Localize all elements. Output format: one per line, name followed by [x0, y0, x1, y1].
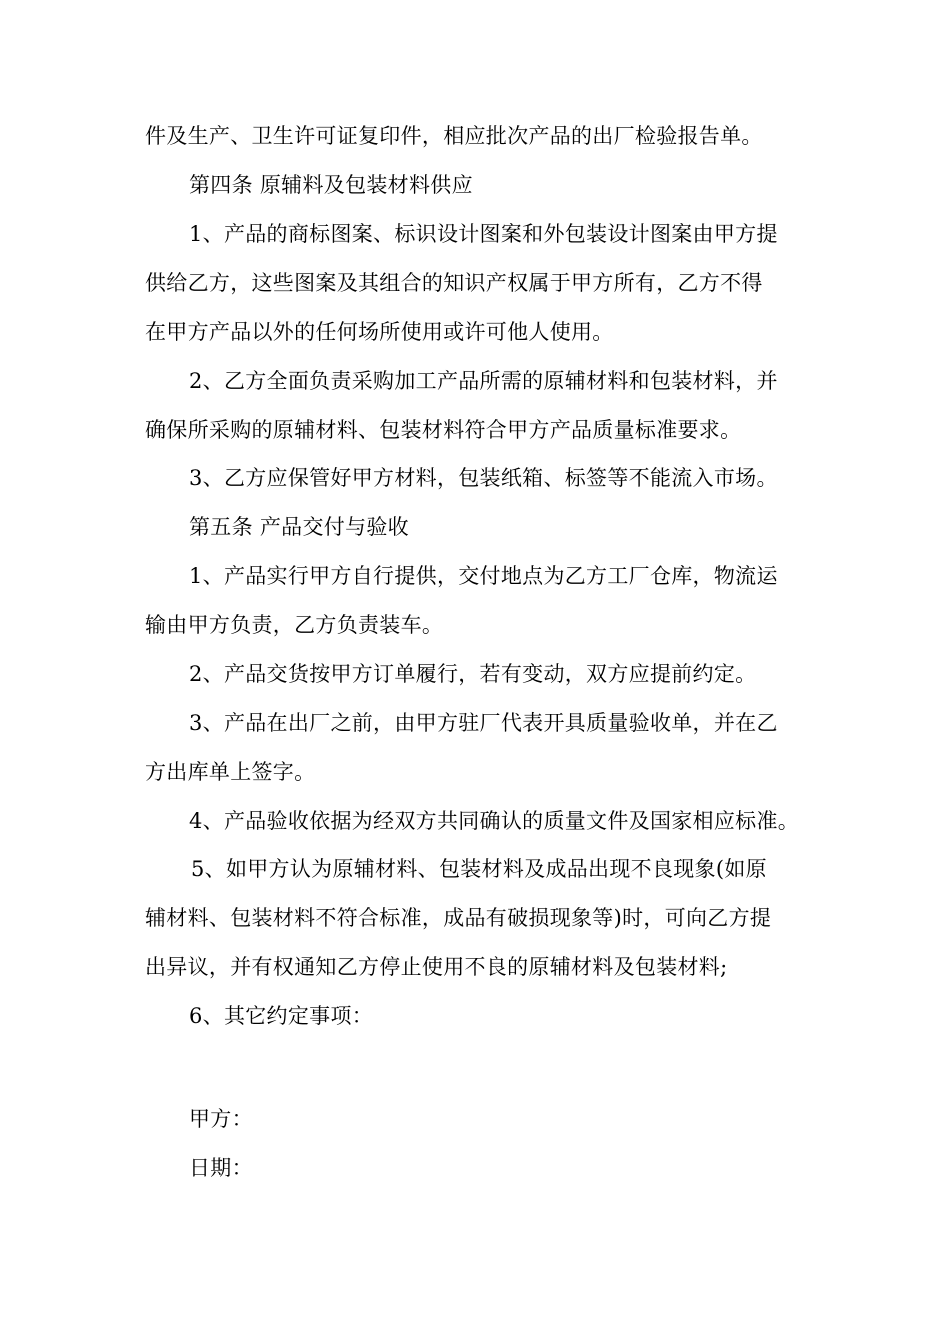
signature-date-label: 日期：: [189, 1156, 253, 1180]
text-line: 供给乙方，这些图案及其组合的知识产权属于甲方所有，乙方不得: [145, 271, 763, 295]
text-line: 输由甲方负责，乙方负责装车。: [145, 613, 444, 637]
signature-party-a-label: 甲方：: [189, 1107, 253, 1131]
section-heading-article-4: 第四条 原辅料及包装材料供应: [189, 173, 473, 197]
text-line: 5、如甲方认为原辅材料、包装材料及成品出现不良现象(如原: [191, 857, 767, 881]
text-line: 1、产品的商标图案、标识设计图案和外包装设计图案由甲方提: [189, 222, 778, 246]
text-line: 1、产品实行甲方自行提供，交付地点为乙方工厂仓库，物流运: [189, 564, 778, 588]
text-line: 确保所采购的原辅材料、包装材料符合甲方产品质量标准要求。: [145, 418, 742, 442]
text-line: 辅材料、包装材料不符合标准，成品有破损现象等)时，可向乙方提: [145, 906, 772, 930]
text-line: 方出库单上签字。: [145, 760, 316, 784]
text-line: 件及生产、卫生许可证复印件，相应批次产品的出厂检验报告单。: [145, 124, 763, 148]
text-line: 6、其它约定事项：: [189, 1004, 374, 1028]
section-heading-article-5: 第五条 产品交付与验收: [189, 515, 409, 539]
text-line: 4、产品验收依据为经双方共同确认的质量文件及国家相应标准。: [189, 809, 800, 833]
text-line: 2、产品交货按甲方订单履行，若有变动，双方应提前约定。: [189, 662, 757, 686]
text-line: 3、乙方应保管好甲方材料，包装纸箱、标签等不能流入市场。: [189, 466, 778, 490]
text-line: 3、产品在出厂之前，由甲方驻厂代表开具质量验收单，并在乙: [189, 711, 778, 735]
text-line: 出异议，并有权通知乙方停止使用不良的原辅材料及包装材料;: [145, 955, 728, 979]
text-line: 2、乙方全面负责采购加工产品所需的原辅材料和包装材料，并: [189, 369, 778, 393]
text-line: 在甲方产品以外的任何场所使用或许可他人使用。: [145, 320, 614, 344]
